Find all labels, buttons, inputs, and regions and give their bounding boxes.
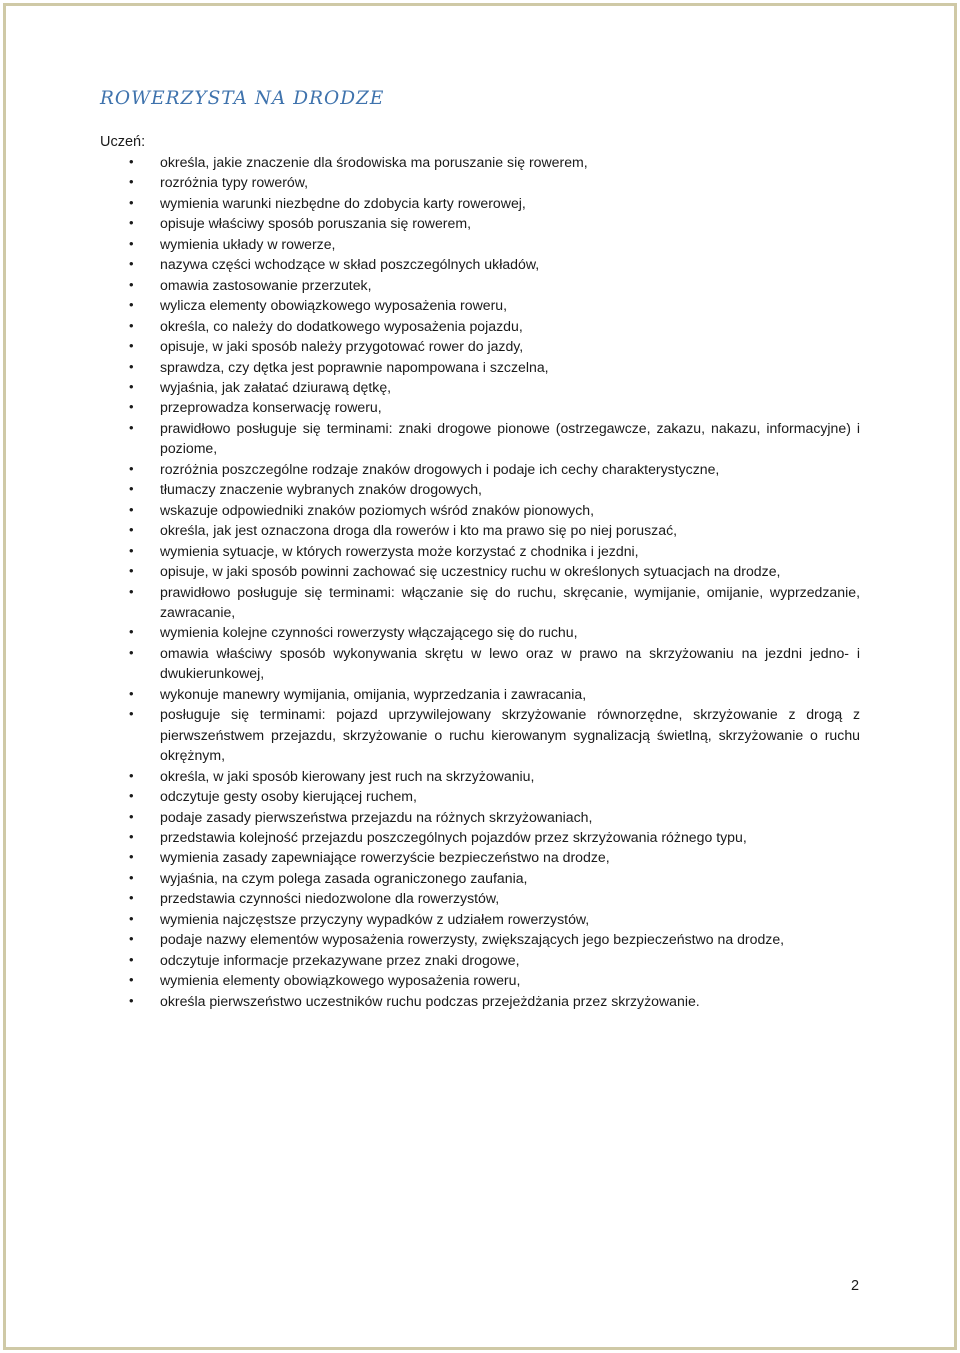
bullet-icon: • [129, 869, 134, 885]
list-item [129, 684, 860, 704]
list-item [129, 807, 860, 827]
bullet-icon: • [129, 378, 134, 394]
bullet-icon: • [129, 481, 134, 497]
list-item [129, 316, 860, 336]
bullet-icon: • [129, 522, 134, 538]
page-number: 2 [851, 1278, 860, 1294]
list-item [129, 520, 860, 540]
list-item-text: określa, co należy do dodatkowego wyposażenia pojazdu, [160, 317, 523, 334]
list-item [129, 909, 860, 929]
bullet-icon: • [129, 644, 134, 660]
list-item-text: wymienia elementy obowiązkowego wyposażenia roweru, [160, 972, 521, 989]
list-item [129, 704, 860, 765]
page-title: ROWERZYSTA NA DRODZE [100, 88, 385, 109]
list-item-text: omawia właściwy sposób wykonywania skrętu w lewo oraz w prawo na skrzyżowaniu na jezdni jedno- i dwukierunkowej, [160, 644, 860, 682]
list-item [129, 786, 860, 806]
list-item [129, 234, 860, 254]
learning-outcomes-list [129, 152, 860, 1011]
list-item [129, 622, 860, 642]
bullet-icon: • [129, 828, 134, 844]
list-item-text: opisuje właściwy sposób poruszania się rowerem, [160, 215, 471, 232]
list-item-text: sprawdza, czy dętka jest poprawnie napompowana i szczelna, [160, 358, 549, 375]
list-item-text: przeprowadza konserwację roweru, [160, 399, 382, 416]
bullet-icon: • [129, 624, 134, 640]
bullet-icon: • [129, 297, 134, 313]
list-item [129, 847, 860, 867]
list-item [129, 827, 860, 847]
list-item-text: określa, w jaki sposób kierowany jest ruch na skrzyżowaniu, [160, 767, 535, 784]
bullet-icon: • [129, 808, 134, 824]
list-item [129, 479, 860, 499]
list-item-text: określa, jak jest oznaczona droga dla rowerów i kto ma prawo się po niej poruszać, [160, 522, 678, 539]
list-item [129, 561, 860, 581]
bullet-icon: • [129, 235, 134, 251]
list-item-text: rozróżnia poszczególne rodzaje znaków drogowych i podaje ich cechy charakterystyczne, [160, 460, 720, 477]
bullet-icon: • [129, 460, 134, 476]
bullet-icon: • [129, 849, 134, 865]
list-item [129, 357, 860, 377]
list-item-text: opisuje, w jaki sposób należy przygotować rower do jazdy, [160, 338, 524, 355]
list-item [129, 643, 860, 684]
list-item-text: nazywa części wchodzące w skład poszczególnych układów, [160, 256, 540, 273]
list-item-text: opisuje, w jaki sposób powinni zachować się uczestnicy ruchu w określonych sytuacjach na drodze, [160, 563, 781, 580]
bullet-icon: • [129, 154, 134, 169]
bullet-icon: • [129, 256, 134, 272]
bullet-icon: • [129, 685, 134, 701]
list-item-text: prawidłowo posługuje się terminami: znaki drogowe pionowe (ostrzegawcze, zakazu, nakazu, informacyjne) i poziome, [160, 419, 860, 457]
list-item-text: przedstawia czynności niedozwolone dla rowerzystów, [160, 890, 500, 907]
bullet-icon: • [129, 358, 134, 374]
list-item-text: wymienia zasady zapewniające rowerzyście bezpieczeństwo na drodze, [160, 849, 610, 866]
list-item [129, 970, 860, 990]
bullet-icon: • [129, 890, 134, 906]
list-item-text: rozróżnia typy rowerów, [160, 174, 309, 191]
bullet-icon: • [129, 788, 134, 804]
list-item [129, 418, 860, 459]
list-item [129, 254, 860, 274]
list-item-text: wylicza elementy obowiązkowego wyposażenia roweru, [160, 297, 508, 314]
list-item-text: wymienia najczęstsze przyczyny wypadków z udziałem rowerzystów, [160, 910, 590, 927]
list-item [129, 152, 860, 172]
list-item-text: wskazuje odpowiedniki znaków poziomych wśród znaków pionowych, [160, 501, 594, 518]
list-item [129, 541, 860, 561]
list-item-text: wymienia sytuacje, w których rowerzysta może korzystać z chodnika i jezdni, [160, 542, 639, 559]
list-item [129, 582, 860, 623]
bullet-icon: • [129, 767, 134, 783]
bullet-icon: • [129, 951, 134, 967]
bullet-icon: • [129, 992, 134, 1008]
list-item-text: tłumaczy znaczenie wybranych znaków drogowych, [160, 481, 482, 498]
list-item [129, 377, 860, 397]
bullet-icon: • [129, 972, 134, 988]
list-item [129, 275, 860, 295]
bullet-icon: • [129, 215, 134, 231]
list-item [129, 336, 860, 356]
list-item-text: posługuje się terminami: pojazd uprzywilejowany skrzyżowanie równorzędne, skrzyżowanie z drogą z pierwszeństwem przejazdu, skrzyżowanie o ruchu kierowanym sygnalizacją świetlną, skrzyżowanie o ruchu okrężnym, [160, 706, 860, 764]
bullet-icon: • [129, 419, 134, 435]
bullet-icon: • [129, 706, 134, 722]
list-item-text: odczytuje informacje przekazywane przez znaki drogowe, [160, 951, 520, 968]
bullet-icon: • [129, 174, 134, 190]
list-item [129, 172, 860, 192]
list-item-text: przedstawia kolejność przejazdu poszczególnych pojazdów przez skrzyżowania różnego typu, [160, 828, 747, 845]
bullet-icon: • [129, 194, 134, 210]
list-item-text: omawia zastosowanie przerzutek, [160, 276, 372, 293]
list-item-text: wyjaśnia, jak załatać dziurawą dętkę, [160, 378, 392, 395]
list-item-text: prawidłowo posługuje się terminami: włączanie się do ruchu, skręcanie, wymijanie, omijanie, wyprzedzanie, zawracanie, [160, 583, 860, 620]
bullet-icon: • [129, 399, 134, 415]
list-item-text: określa, jakie znaczenie dla środowiska ma poruszanie się rowerem, [160, 154, 588, 170]
list-item [129, 868, 860, 888]
list-item [129, 397, 860, 417]
bullet-icon: • [129, 931, 134, 947]
list-item-text: wykonuje manewry wymijania, omijania, wyprzedzania i zawracania, [160, 685, 587, 702]
bullet-icon: • [129, 542, 134, 558]
bullet-icon: • [129, 501, 134, 517]
list-item-text: podaje nazwy elementów wyposażenia rowerzysty, zwiększających jego bezpieczeństwo na drodze, [160, 931, 785, 948]
list-item [129, 295, 860, 315]
list-item-text: wymienia warunki niezbędne do zdobycia karty rowerowej, [160, 194, 526, 211]
list-item [129, 929, 860, 949]
intro-label: Uczeń: [100, 134, 146, 150]
bullet-icon: • [129, 583, 134, 599]
bullet-icon: • [129, 338, 134, 354]
list-item-text: określa pierwszeństwo uczestników ruchu podczas przejeżdżania przez skrzyżowanie. [160, 992, 700, 1009]
list-item [129, 991, 860, 1011]
list-item [129, 888, 860, 908]
list-item-text: wymienia kolejne czynności rowerzysty włączającego się do ruchu, [160, 624, 578, 641]
list-item [129, 950, 860, 970]
bullet-icon: • [129, 276, 134, 292]
list-item [129, 193, 860, 213]
bullet-icon: • [129, 317, 134, 333]
list-item [129, 213, 860, 233]
list-item-text: wymienia układy w rowerze, [160, 235, 336, 252]
list-item [129, 766, 860, 786]
list-item-text: odczytuje gesty osoby kierującej ruchem, [160, 788, 417, 805]
bullet-icon: • [129, 910, 134, 926]
list-item [129, 500, 860, 520]
list-item-text: wyjaśnia, na czym polega zasada ograniczonego zaufania, [160, 869, 528, 886]
list-item-text: podaje zasady pierwszeństwa przejazdu na różnych skrzyżowaniach, [160, 808, 593, 825]
bullet-icon: • [129, 563, 134, 579]
list-item [129, 459, 860, 479]
